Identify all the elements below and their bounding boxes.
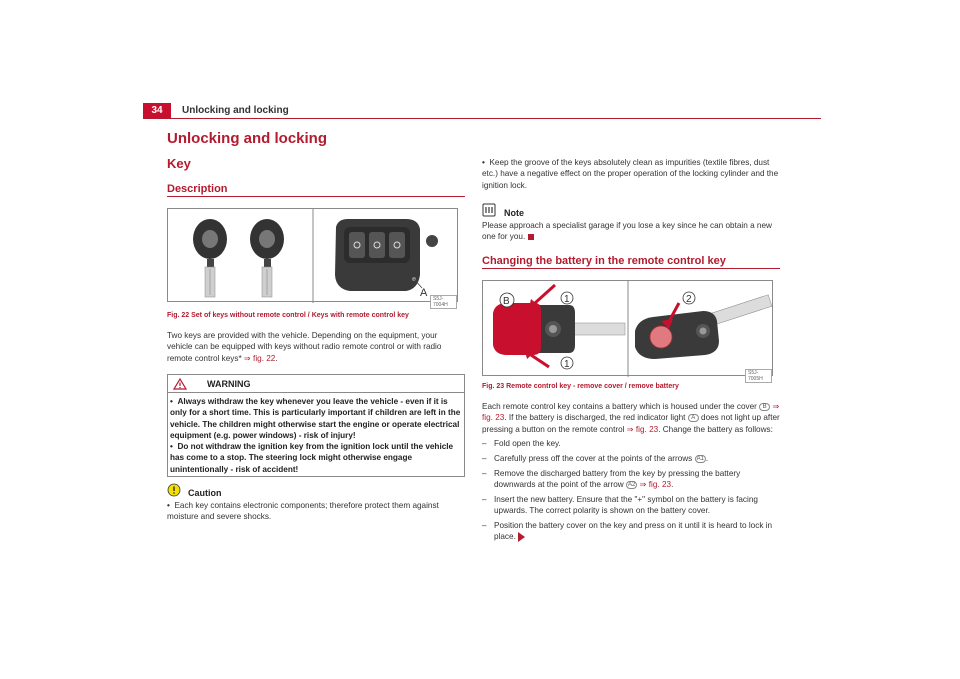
figure-remote-battery <box>482 280 773 382</box>
figure-label-1-bottom: 1 <box>564 359 570 370</box>
marker-a2: A2 <box>628 482 636 489</box>
step-3: – Remove the discharged battery from the key by pressing the battery downwards at the point of the arrow A2 ⇒ fig. 23. <box>482 469 741 490</box>
caution-text: • Each key contains electronic components; therefore protect them against moisture and severe shocks. <box>167 501 439 522</box>
subsection-description-title: Description <box>167 183 228 195</box>
note-text: Please approach a specialist garage if you lose a key since he can obtain a new one for you. <box>482 221 772 242</box>
page-title: Unlocking and locking <box>167 130 328 147</box>
marker-b: B <box>759 403 770 411</box>
note-icon <box>482 203 496 217</box>
figure-label-1-top: 1 <box>564 294 570 305</box>
note-title: Note <box>504 208 524 218</box>
end-of-section-marker <box>528 234 534 240</box>
intro-end: . <box>275 353 278 363</box>
figure-code: S5J-7005H <box>745 369 772 383</box>
figure-label-b: B <box>503 296 510 307</box>
keys-illustration <box>168 209 459 303</box>
figure-keys <box>167 208 458 308</box>
subsection-battery-title: Changing the battery in the remote control key <box>482 255 726 267</box>
warning-triangle-icon <box>173 378 187 390</box>
warning-item-1: • Always withdraw the key whenever you leave the vehicle - even if it is only for a short time. This is particularly important if children are left in the vehicle. The children might otherwise start the engine or operate electrical equipment (e.g. power windows) - risk of injury! <box>170 397 461 440</box>
caution-title: Caution <box>188 488 222 498</box>
subsection-rule <box>482 268 780 269</box>
step-4: – Insert the new battery. Ensure that the "+" symbol on the battery is facing upwards. The correct polarity is shown on the battery cover. <box>482 495 758 516</box>
warning-item-2: • Do not withdraw the ignition key from the ignition lock until the vehicle has come to a stop. The steering lock might otherwise engage unintentionally - risk of accident! <box>170 442 454 474</box>
step-1: – Fold open the key. <box>482 439 561 448</box>
marker-a1: A1 <box>696 455 704 462</box>
section-title: Key <box>167 156 191 171</box>
step-2: – Carefully press off the cover at the points of the arrows A1 . <box>482 454 709 463</box>
figure-label-2: 2 <box>686 294 692 305</box>
keep-groove-clean-text: • Keep the groove of the keys absolutely clean as impurities (textile fibres, dust etc.) have a negative effect on the proper operation of the locking cylinder and the ignition lock. <box>482 158 779 190</box>
fig-23-reference[interactable]: ⇒ fig. 23 <box>639 480 672 490</box>
intro-paragraph <box>167 330 465 364</box>
marker-a: A <box>688 414 699 422</box>
fig-23-reference[interactable]: ⇒ fig. 23 <box>482 402 780 423</box>
remote-battery-illustration <box>483 281 774 377</box>
figure-23-caption: Fig. 23 Remote control key - remove cover / remove battery <box>482 383 679 390</box>
header-rule <box>143 118 821 119</box>
fig-22-reference[interactable]: ⇒ fig. 22 <box>243 353 276 363</box>
caution-icon <box>167 483 181 497</box>
step-5: – Position the battery cover on the key and press on it until it is heard to lock in place. <box>482 521 773 542</box>
warning-header <box>168 375 464 393</box>
figure-code: S5J-7004H <box>430 295 457 309</box>
page-number: 34 <box>151 105 163 116</box>
figure-label-a: A <box>420 287 428 299</box>
continue-arrow-icon <box>518 532 525 542</box>
warning-box <box>167 374 465 477</box>
figure-22-caption: Fig. 22 Set of keys without remote control / Keys with remote control key <box>167 312 409 319</box>
intro-text: Two keys are provided with the vehicle. Depending on the equipment, your vehicle can be equipped with keys without radio remote control or with radio remote control keys* <box>167 331 442 363</box>
warning-title: WARNING <box>207 379 251 389</box>
battery-intro-paragraph: Each remote control key contains a battery which is housed under the cover B ⇒ fig. 23. If the battery is discharged, the red indicator light A does not light up after pressing a button on the remote control ⇒ fig. 23. Change the battery as follows: <box>482 402 780 434</box>
fig-23-reference[interactable]: ⇒ fig. 23 <box>626 424 659 434</box>
running-header: Unlocking and locking <box>182 105 289 116</box>
subsection-rule <box>167 196 465 197</box>
